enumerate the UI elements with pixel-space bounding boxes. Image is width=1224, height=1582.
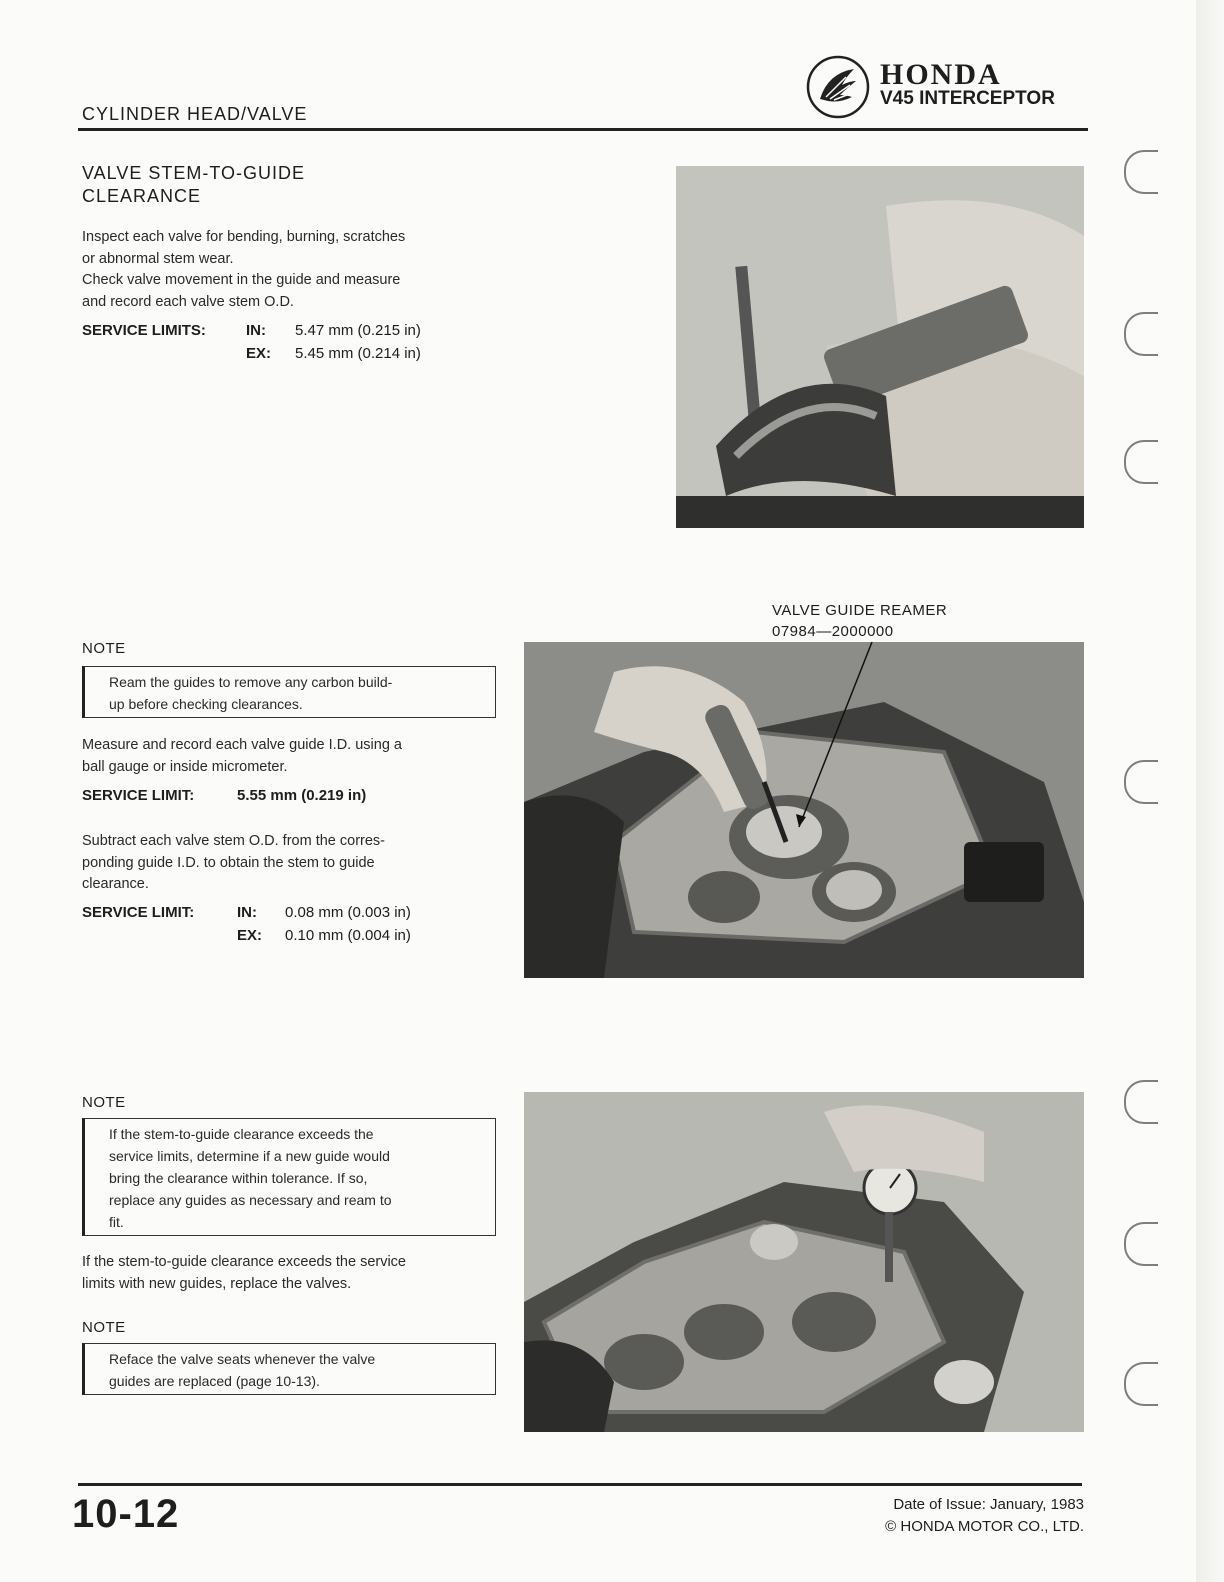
- copyright: © HONDA MOTOR CO., LTD.: [885, 1518, 1084, 1535]
- issue-date: Date of Issue: January, 1983: [893, 1496, 1084, 1513]
- header-divider: [78, 128, 1088, 131]
- service-limit-label: SERVICE LIMIT:: [82, 904, 195, 921]
- binder-hole: [1124, 312, 1158, 356]
- ex-label: EX:: [237, 927, 263, 944]
- section-title: CYLINDER HEAD/VALVE: [82, 104, 308, 124]
- ex-clearance-value: 0.10 mm (0.004 in): [285, 927, 411, 944]
- in-label: IN:: [237, 904, 257, 921]
- footer-divider: [78, 1483, 1082, 1486]
- note-label: NOTE: [82, 1319, 126, 1336]
- issue-info: [885, 1494, 1084, 1538]
- note-box: Reface the valve seats whenever the valve guides are replaced (page 10-13).: [82, 1343, 496, 1395]
- note-label: NOTE: [82, 640, 126, 657]
- model-name: V45 INTERCEPTOR: [880, 88, 1055, 109]
- note-box: Ream the guides to remove any carbon build- up before checking clearances.: [82, 666, 496, 718]
- service-limits-label: SERVICE LIMITS:: [82, 322, 206, 339]
- binder-hole: [1124, 440, 1158, 484]
- replace-valves-paragraph: If the stem-to-guide clearance exceeds the service limits with new guides, replace the valves.: [82, 1254, 406, 1292]
- service-limit-label: SERVICE LIMIT:: [82, 787, 195, 804]
- binder-hole: [1124, 1362, 1158, 1406]
- ex-label: EX:: [246, 345, 272, 362]
- honda-wing-logo: [806, 55, 870, 119]
- section-heading: VALVE STEM-TO-GUIDE CLEARANCE: [82, 163, 306, 206]
- note-label: NOTE: [82, 1094, 126, 1111]
- guide-limit-value: 5.55 mm (0.219 in): [237, 787, 367, 804]
- note-box: If the stem-to-guide clearance exceeds the service limits, determine if a new guide would bring the clearance within tolerance. If so, replace any guides as necessary and ream to fit.: [82, 1118, 496, 1236]
- guide-measure-paragraph: Measure and record each valve guide I.D. using a ball gauge or inside micrometer.: [82, 737, 402, 775]
- subtract-paragraph: Subtract each valve stem O.D. from the corres- ponding guide I.D. to obtain the stem to guide clearance.: [82, 833, 385, 892]
- in-limit-value: 5.47 mm (0.215 in): [295, 322, 421, 339]
- in-clearance-value: 0.08 mm (0.003 in): [285, 904, 411, 921]
- dial-gauge-photo: [524, 1092, 1084, 1432]
- micrometer-photo: [676, 166, 1084, 528]
- page-number: 10-12: [72, 1492, 180, 1536]
- binder-hole: [1124, 760, 1158, 804]
- binder-hole: [1124, 150, 1158, 194]
- in-label: IN:: [246, 322, 266, 339]
- page-spine: [1196, 0, 1224, 1582]
- binder-hole: [1124, 1080, 1158, 1124]
- ex-limit-value: 5.45 mm (0.214 in): [295, 345, 421, 362]
- reamer-callout: VALVE GUIDE REAMER 07984—2000000: [772, 602, 948, 640]
- binder-hole: [1124, 1222, 1158, 1266]
- reamer-photo: [524, 642, 1084, 978]
- brand-name: HONDA: [880, 58, 1002, 91]
- inspection-paragraph: Inspect each valve for bending, burning, scratches or abnormal stem wear. Check valve movement in the guide and measure and record each valve stem O.D.: [82, 229, 406, 310]
